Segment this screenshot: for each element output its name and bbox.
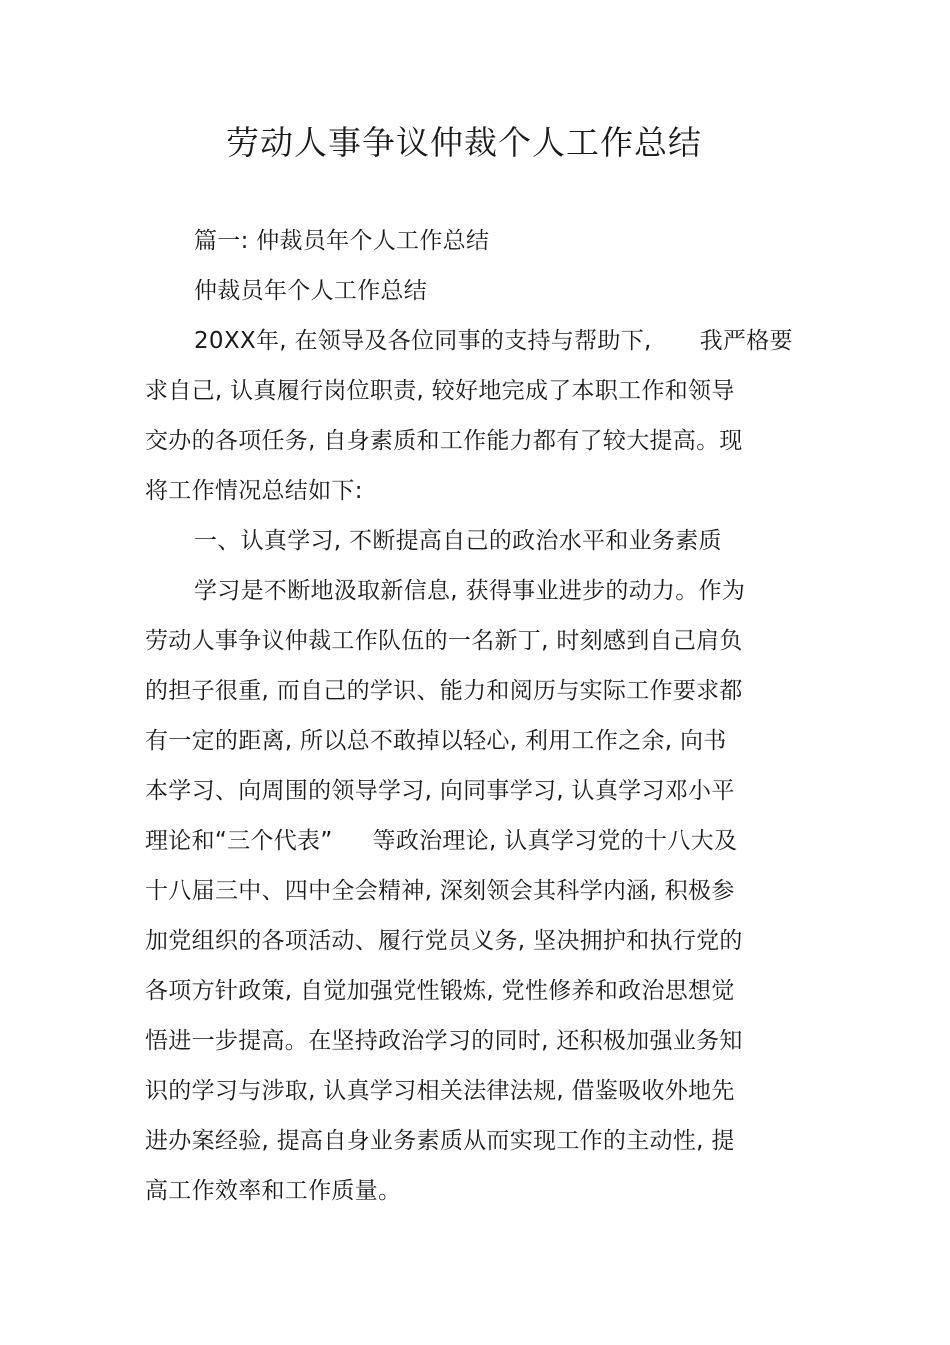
- paragraph-line: 各项方针政策, 自觉加强党性锻炼, 党性修养和政治思想觉: [145, 978, 735, 1004]
- paragraph-line: 学习是不断地汲取新信息, 获得事业进步的动力。作为: [194, 578, 746, 604]
- paragraph-line: 的担子很重, 而自己的学识、能力和阅历与实际工作要求都: [145, 678, 743, 704]
- paragraph-line: 本学习、向周围的领导学习, 向同事学习, 认真学习邓小平: [145, 778, 735, 804]
- paragraph-line: 求自己, 认真履行岗位职责, 较好地完成了本职工作和领导: [145, 378, 735, 404]
- paragraph-line: 十八届三中、四中全会精神, 深刻领会其科学内涵, 积极参: [145, 878, 735, 904]
- document-title: 劳动人事争议仲裁个人工作总结: [226, 123, 702, 162]
- paragraph-line: 识的学习与涉取, 认真学习相关法律法规, 借鉴吸收外地先: [145, 1078, 735, 1104]
- paragraph-line: 高工作效率和工作质量。: [145, 1178, 402, 1204]
- paragraph-line: 劳动人事争议仲裁工作队伍的一名新丁, 时刻感到自己肩负: [145, 628, 743, 654]
- paragraph-line: 有一定的距离, 所以总不敢掉以轻心, 利用工作之余, 向书: [145, 728, 727, 754]
- paragraph-line: 交办的各项任务, 自身素质和工作能力都有了较大提高。现: [145, 428, 743, 454]
- paragraph-text: 理论和“三个代表”: [145, 828, 333, 854]
- paragraph-text: 20XX年, 在领导及各位同事的支持与帮助下,: [194, 328, 652, 354]
- paragraph-text: 我严格要: [699, 328, 793, 354]
- paragraph-line: [194, 326, 793, 356]
- paragraph-line: [145, 826, 737, 856]
- paragraph-line: 进办案经验, 提高自身业务素质从而实现工作的主动性, 提: [145, 1128, 735, 1154]
- subtitle: 仲裁员年个人工作总结: [194, 278, 427, 304]
- paragraph-line: 加党组织的各项活动、履行党员义务, 坚决拥护和执行党的: [145, 928, 743, 954]
- paragraph-line: 将工作情况总结如下:: [145, 478, 363, 504]
- section-heading-1: 一、认真学习, 不断提高自己的政治水平和业务素质: [194, 528, 722, 554]
- paragraph-line: 悟进一步提高。在坚持政治学习的同时, 还积极加强业务知: [145, 1028, 743, 1054]
- section-heading: 篇一: 仲裁员年个人工作总结: [194, 228, 490, 254]
- paragraph-text: 等政治理论, 认真学习党的十八大及: [372, 828, 738, 854]
